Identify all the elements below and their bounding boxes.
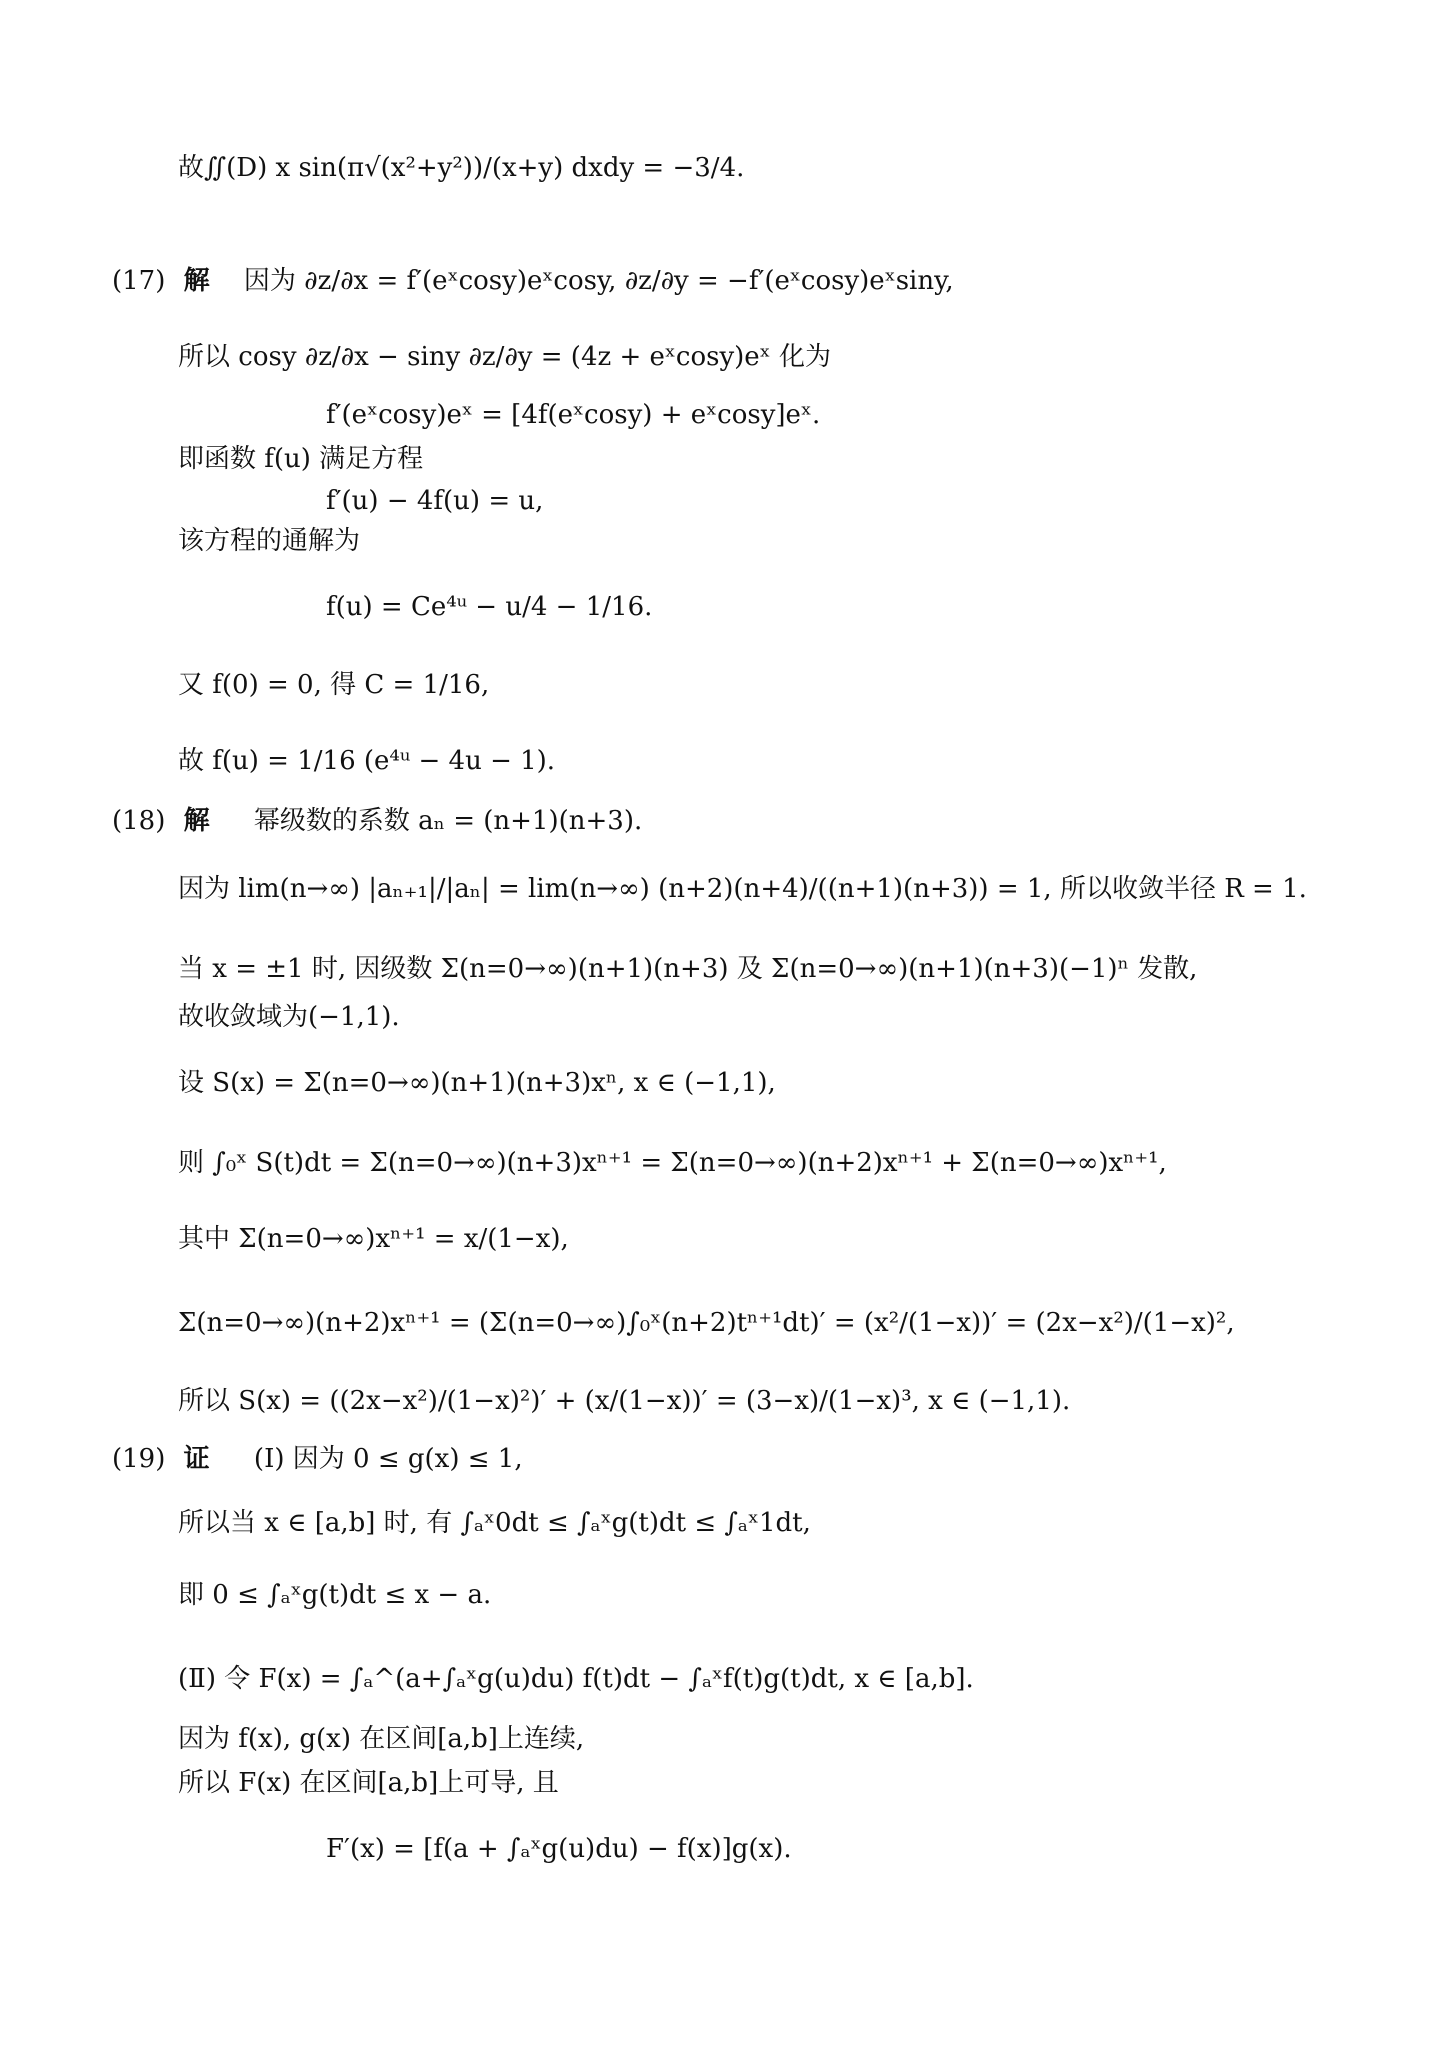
line-17-text: 其中 Σ(n=0→∞)xⁿ⁺¹ = x/(1−x), [178, 1224, 569, 1254]
line-04-text: f′(eˣcosy)eˣ = [4f(eˣcosy) + eˣcosy]eˣ. [326, 400, 821, 430]
line-08-text: f(u) = Ce⁴ᵘ − u/4 − 1/16. [326, 592, 653, 622]
line-03 [178, 344, 831, 370]
problem-17-number: (17) [112, 266, 166, 296]
line-14-text: 故收敛域为(−1,1). [178, 1002, 400, 1032]
line-02 [112, 268, 954, 294]
line-09 [178, 672, 489, 698]
line-08 [326, 594, 652, 620]
line-05 [178, 446, 423, 472]
line-01-text: 故∬(D) x sin(π√(x²+y²))/(x+y) dxdy = −3/4. [178, 153, 745, 183]
line-12 [178, 876, 1307, 902]
line-14 [178, 1004, 400, 1030]
problem-19-proof-label: 证 [183, 1444, 210, 1474]
line-21 [178, 1510, 811, 1536]
line-02-text: 因为 ∂z/∂x = f′(eˣcosy)eˣcosy, ∂z/∂y = −f′(eˣcosy)eˣsiny, [243, 266, 954, 296]
line-25 [178, 1770, 559, 1796]
problem-17-solution-label: 解 [183, 266, 210, 296]
line-24 [178, 1726, 584, 1752]
line-04 [326, 402, 820, 428]
line-16-text: 则 ∫₀ˣ S(t)dt = Σ(n=0→∞)(n+3)xⁿ⁺¹ = Σ(n=0→∞)(n+2)xⁿ⁺¹ + Σ(n=0→∞)xⁿ⁺¹, [178, 1148, 1167, 1178]
line-13 [178, 956, 1197, 982]
problem-18-solution-label: 解 [183, 806, 210, 836]
line-06 [326, 488, 543, 514]
line-19 [178, 1388, 1070, 1414]
line-21-text: 所以当 x ∈ [a,b] 时, 有 ∫ₐˣ0dt ≤ ∫ₐˣg(t)dt ≤ ∫ₐˣ1dt, [178, 1508, 811, 1538]
line-25-text: 所以 F(x) 在区间[a,b]上可导, 且 [178, 1768, 559, 1798]
line-11 [112, 808, 642, 834]
line-17 [178, 1226, 569, 1252]
line-10-text: 故 f(u) = 1/16 (e⁴ᵘ − 4u − 1). [178, 746, 556, 776]
line-12-text: 因为 lim(n→∞) |aₙ₊₁|/|aₙ| = lim(n→∞) (n+2)(n+4)/((n+1)(n+3)) = 1, 所以收敛半径 R = 1. [178, 874, 1307, 904]
line-20-text: (Ⅰ) 因为 0 ≤ g(x) ≤ 1, [253, 1444, 523, 1474]
line-26-text: F′(x) = [f(a + ∫ₐˣg(u)du) − f(x)]g(x). [326, 1834, 792, 1864]
line-03-text: 所以 cosy ∂z/∂x − siny ∂z/∂y = (4z + eˣcosy)eˣ 化为 [178, 342, 831, 372]
line-07-text: 该方程的通解为 [178, 526, 361, 556]
line-23 [178, 1666, 974, 1692]
line-09-text: 又 f(0) = 0, 得 C = 1/16, [178, 670, 490, 700]
line-11-text: 幂级数的系数 aₙ = (n+1)(n+3). [253, 806, 643, 836]
line-23-text: (Ⅱ) 令 F(x) = ∫ₐ^(a+∫ₐˣg(u)du) f(t)dt − ∫ₐˣf(t)g(t)dt, x ∈ [a,b]. [178, 1664, 974, 1694]
line-19-text: 所以 S(x) = ((2x−x²)/(1−x)²)′ + (x/(1−x))′ = (3−x)/(1−x)³, x ∈ (−1,1). [178, 1386, 1071, 1416]
line-18 [178, 1310, 1235, 1336]
problem-18-number: (18) [112, 806, 166, 836]
line-05-text: 即函数 f(u) 满足方程 [178, 444, 424, 474]
line-20 [112, 1446, 523, 1472]
line-06-text: f′(u) − 4f(u) = u, [326, 486, 544, 516]
line-22-text: 即 0 ≤ ∫ₐˣg(t)dt ≤ x − a. [178, 1580, 492, 1610]
line-01 [178, 155, 744, 181]
line-13-text: 当 x = ±1 时, 因级数 Σ(n=0→∞)(n+1)(n+3) 及 Σ(n=0→∞)(n+1)(n+3)(−1)ⁿ 发散, [178, 954, 1198, 984]
line-10 [178, 748, 555, 774]
line-07 [178, 528, 360, 554]
line-22 [178, 1582, 491, 1608]
line-26 [326, 1836, 792, 1862]
problem-19-number: (19) [112, 1444, 166, 1474]
line-24-text: 因为 f(x), g(x) 在区间[a,b]上连续, [178, 1724, 585, 1754]
line-15 [178, 1070, 776, 1096]
line-15-text: 设 S(x) = Σ(n=0→∞)(n+1)(n+3)xⁿ, x ∈ (−1,1), [178, 1068, 776, 1098]
line-18-text: Σ(n=0→∞)(n+2)xⁿ⁺¹ = (Σ(n=0→∞)∫₀ˣ(n+2)tⁿ⁺¹dt)′ = (x²/(1−x))′ = (2x−x²)/(1−x)², [178, 1308, 1235, 1338]
line-16 [178, 1150, 1167, 1176]
